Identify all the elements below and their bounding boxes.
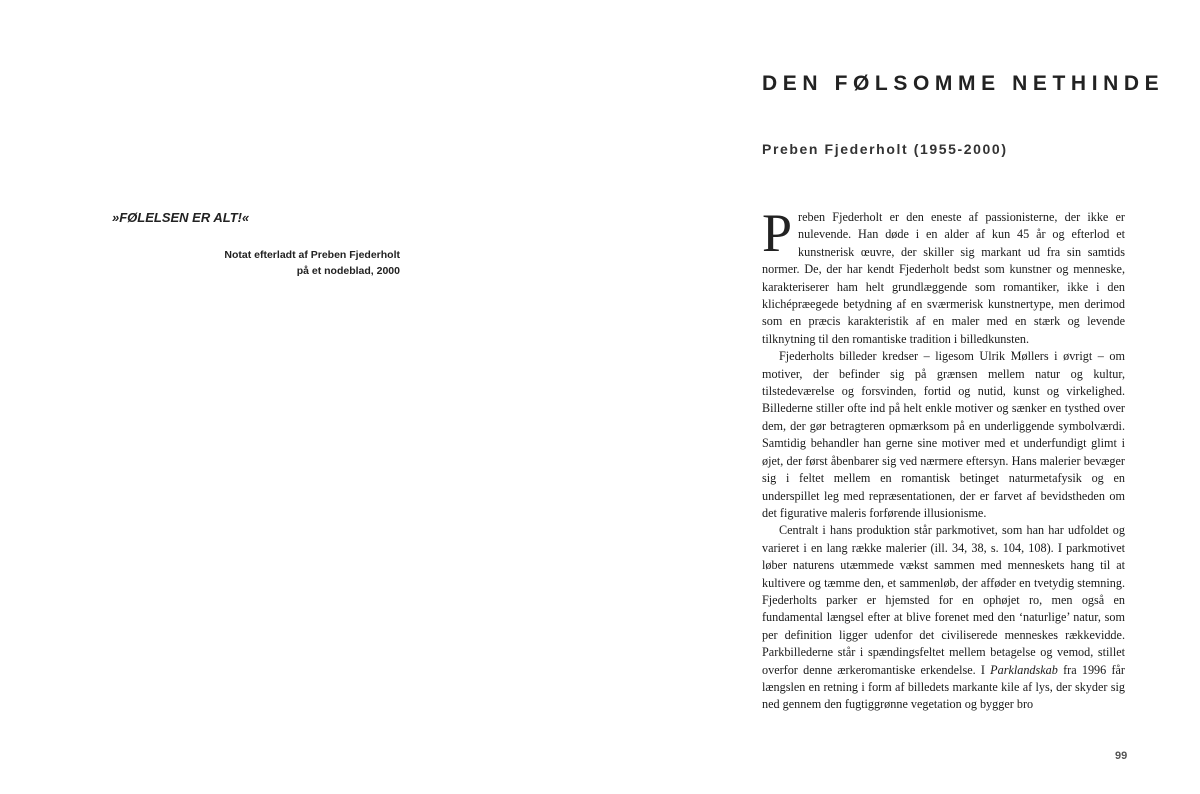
attribution-line-2: på et nodeblad, 2000	[296, 265, 400, 277]
author-subtitle: Preben Fjederholt (1955-2000)	[762, 141, 1008, 157]
epigraph-attribution	[180, 247, 400, 279]
paragraph-1-text: reben Fjederholt er den eneste af passionisterne, der ikke er nulevende. Han døde i en alder af kun 45 år og efterlod et kunstnerisk œuvre, der skiller sig markant ud fra sin samtids normer. De, der har kendt Fjederholt bedst som kunstner og menneske, karakteriserer ham helt grundlæggende som romantiker, ikke i den klichépræegede betydning af en sværmerisk kunstnertype, men derimod som en præcis karakteristik af en maler med en stærk og levende tilknytning til den romantiske tradition i billedkunsten.	[762, 210, 1125, 346]
artwork-title: Parklandskab	[990, 662, 1058, 677]
chapter-title: DEN FØLSOMME NETHINDE	[762, 72, 1165, 95]
paragraph-1	[762, 203, 1125, 348]
page-number: 99	[1115, 750, 1128, 762]
body-text	[762, 203, 1125, 714]
paragraph-3-text-a: Centralt i hans produktion står parkmotivet, som han har udfoldet og varieret i en lang række malerier (ill. 34, 38, s. 104, 108). I parkmotivet løber naturens utæmmede vækst sammen med menneskets hang til at kultivere og tæmme den, et sammenløb, der afføder en tvetydig stemning. Fjederholts parker er hjemsted for en ophøjet ro, men også en fundamental længsel efter at blive forenet med den ‘naturlige’ natur, som per definition ligger udenfor det civiliserede menneskes rækkevidde. Parkbillederne står i spændingsfeltet mellem betagelse og vemod, stillet overfor denne ærkeromantiske erkendelse. I	[762, 523, 1125, 677]
drop-cap: P	[762, 203, 793, 263]
paragraph-3-text-b: fra 1996 får længslen en retning i form af billedets markante kile af lys, der skyder sig ned gennem den fugtiggrønne vegetation og bygger bro	[762, 662, 1125, 712]
epigraph-quote: »FØLELSEN ER ALT!«	[112, 210, 250, 225]
paragraph-2: Fjederholts billeder kredser – ligesom Ulrik Møllers i øvrigt – om motiver, der befinder sig på grænsen mellem natur og kultur, tilstedeværelse og forsvinden, fortid og nutid, kunst og virkelighed. Billederne stiller ofte ind på helt enkle motiver og sænker en tysthed over dem, der gør betragteren opmærksom på en underliggende symbolværdi. Samtidig behandler han gerne sine motiver med et underfundigt glimt i øjet, der først åbenbarer sig ved nærmere eftersyn. Hans malerier bevæger sig i feltet mellem en romantisk betinget naturmetafysik og en underspillet leg med repræsentationen, der er farvet af bevidstheden om det figurative maleris forførende illusionisme.	[762, 349, 1125, 520]
paragraph-3	[762, 522, 1125, 713]
attribution-line-1: Notat efterladt af Preben Fjederholt	[224, 249, 400, 261]
